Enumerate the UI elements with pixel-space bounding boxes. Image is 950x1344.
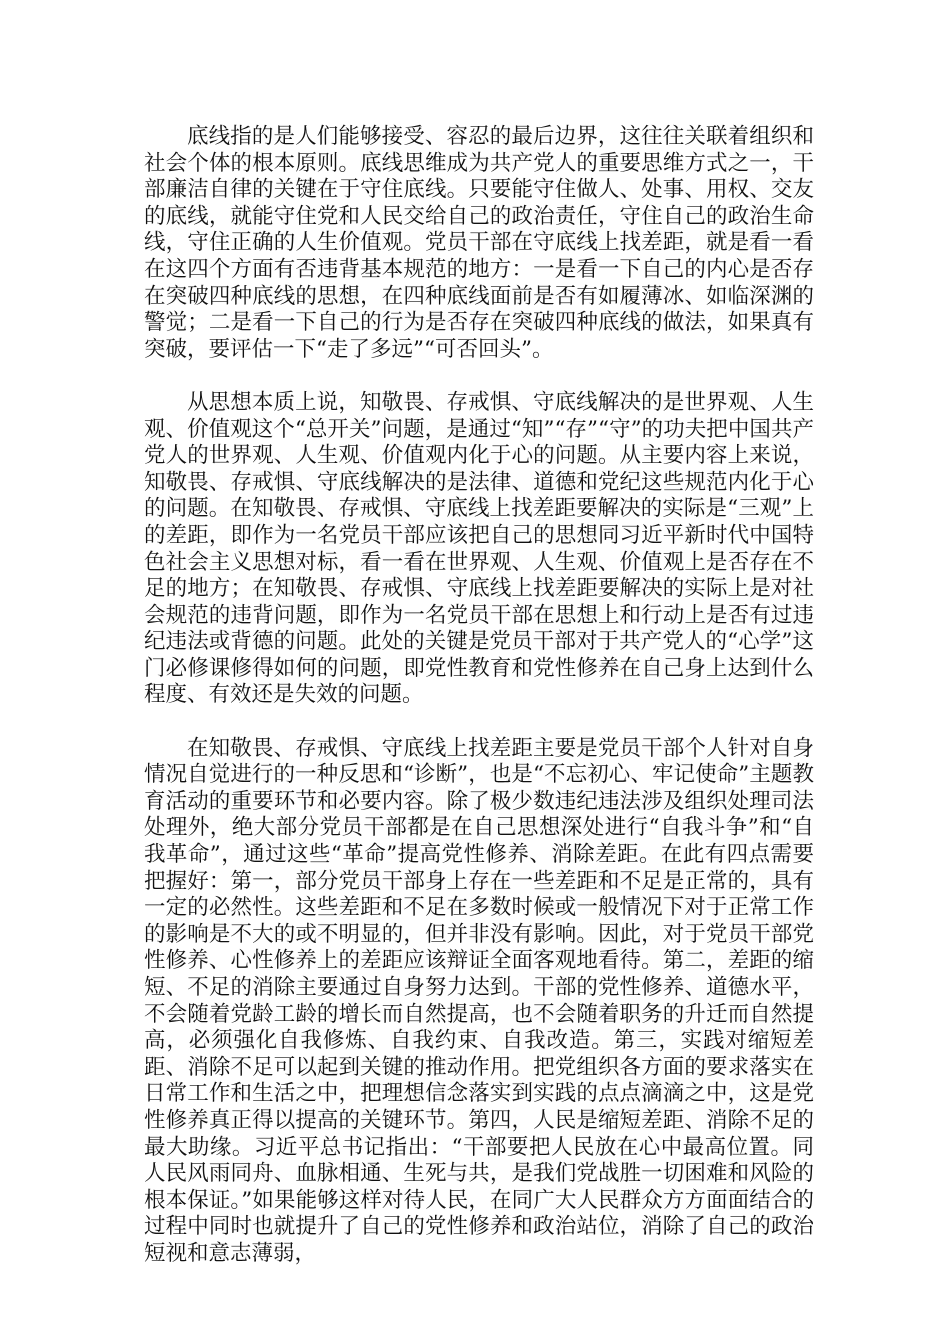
paragraph-spacer	[144, 363, 814, 390]
document-body	[144, 124, 814, 1268]
paragraph-finding-gaps: 在知敬畏、存戒惧、守底线上找差距主要是党员干部个人针对自身情况自觉进行的一种反思和“诊断”，也是“不忘初心、牢记使命”主题教育活动的重要环节和必要内容。除了极少数违纪违法涉及组织处理司法处理外，绝大部分党员干部都是在自己思想深处进行“自我斗争”和“自我革命”，通过这些“革命”提高党性修养、消除差距。在此有四点需要把握好：第一，部分党员干部身上存在一些差距和不足是正常的，具有一定的必然性。这些差距和不足在多数时候或一般情况下对于正常工作的影响是不大的或不明显的，但并非没有影响。因此，对于党员干部党性修养、心性修养上的差距应该辩证全面客观地看待。第二，差距的缩短、不足的消除主要通过自身努力达到。干部的党性修养、道德水平，不会随着党龄工龄的增长而自然提高，也不会随着职务的升迁而自然提高，必须强化自我修炼、自我约束、自我改造。第三，实践对缩短差距、消除不足可以起到关键的推动作用。把党组织各方面的要求落实在日常工作和生活之中，把理想信念落实到实践的点点滴滴之中，这是党性修养真正得以提高的关键环节。第四，人民是缩短差距、消除不足的最大助缘。习近平总书记指出：“干部要把人民放在心中最高位置。同人民风雨同舟、血脉相通、生死与共，是我们党战胜一切困难和风险的根本保证。”如果能够这样对待人民，在同广大人民群众方方面面结合的过程中同时也就提升了自己的党性修养和政治站位，消除了自己的政治短视和意志薄弱，	[144, 735, 814, 1266]
paragraph-spacer	[144, 709, 814, 736]
paragraph-ideological-essence: 从思想本质上说，知敬畏、存戒惧、守底线解决的是世界观、人生观、价值观这个“总开关”问题，是通过“知”“存”“守”的功夫把中国共产党人的世界观、人生观、价值观内化于心的问题。从主要内容上来说，知敬畏、存戒惧、守底线解决的是法律、道德和党纪这些规范内化于心的问题。在知敬畏、存戒惧、守底线上找差距要解决的实际是“三观”上的差距，即作为一名党员干部应该把自己的思想同习近平新时代中国特色社会主义思想对标，看一看在世界观、人生观、价值观上是否存在不足的地方；在知敬畏、存戒惧、守底线上找差距要解决的实际上是对社会规范的违背问题，即作为一名党员干部在思想上和行动上是否有过违纪违法或背德的问题。此处的关键是党员干部对于共产党人的“心学”这门必修课修得如何的问题，即党性教育和党性修养在自己身上达到什么程度、有效还是失效的问题。	[144, 389, 814, 708]
paragraph-bottom-line: 底线指的是人们能够接受、容忍的最后边界，这往往关联着组织和社会个体的根本原则。底线思维成为共产党人的重要思维方式之一，干部廉洁自律的关键在于守住底线。只要能守住做人、处事、用权、交友的底线，就能守住党和人民交给自己的政治责任，守住自己的政治生命线，守住正确的人生价值观。党员干部在守底线上找差距，就是看一看在这四个方面有否违背基本规范的地方：一是看一下自己的内心是否存在突破四种底线的思想，在四种底线面前是否有如履薄冰、如临深渊的警觉；二是看一下自己的行为是否存在突破四种底线的做法，如果真有突破，要评估一下“走了多远”“可否回头”。	[144, 124, 814, 362]
